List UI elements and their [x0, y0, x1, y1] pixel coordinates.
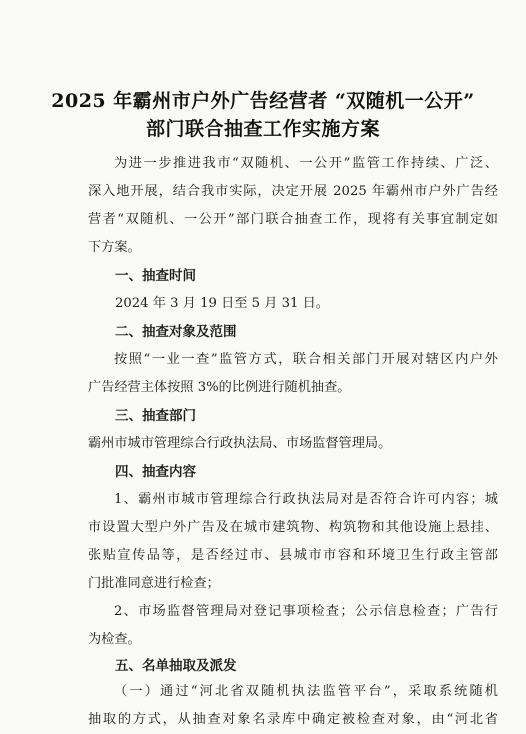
intro-line: 下方案。	[88, 240, 141, 255]
intro-line: 为进一步推进我市“双随机、一公开”监管工作持续、广泛、	[114, 156, 498, 171]
document-title-line-2: 部门联合抽查工作实施方案	[145, 118, 380, 140]
content-item-1-line: 门批准同意进行检查；	[88, 576, 220, 591]
content-item-2-line: 2、市场监督管理局对登记事项检查；公示信息检查；广告行	[114, 604, 498, 619]
section-text-list	[88, 678, 498, 734]
intro-line: 营者“双随机、一公开”部门联合抽查工作，现将有关事宜制定如	[88, 212, 498, 227]
content-item-2	[88, 598, 498, 654]
content-item-1-line: 张贴宣传品等，是否经过市、县城市市容和环境卫生行政主管部	[88, 548, 498, 563]
intro-paragraph	[88, 150, 498, 178]
section-text-departments: 霸州市城市管理综合行政执法局、市场监督管理局。	[88, 436, 392, 451]
content-item-2-line: 为检查。	[88, 632, 141, 647]
intro-paragraph-cont	[88, 178, 498, 262]
scope-line: 广告经营主体按照 3%的比例进行随机抽查。	[88, 380, 351, 395]
content-item-1-line: 市设置大型户外广告及在城市建筑物、构筑物和其他设施上悬挂、	[88, 520, 498, 535]
section-heading-content: 四、抽查内容	[115, 464, 196, 480]
intro-line: 深入地开展，结合我市实际，决定开展 2025 年霸州市户外广告经	[88, 184, 498, 199]
content-item-1-line: 1、霸州市城市管理综合行政执法局对是否符合许可内容；城	[114, 492, 498, 507]
section-heading-list: 五、名单抽取及派发	[115, 658, 237, 674]
document-title-line-1: 2025 年霸州市户外广告经营者 “双随机一公开”	[51, 90, 475, 112]
scope-line: 按照“一业一查”监管方式，联合相关部门开展对辖区内户外	[114, 352, 498, 367]
section-heading-time: 一、抽查时间	[115, 268, 196, 284]
list-line: 抽取的方式，从抽查对象名录库中确定被检查对象，由“河北省	[88, 712, 498, 727]
section-heading-scope: 二、抽查对象及范围	[115, 324, 237, 340]
content-item-1	[88, 486, 498, 598]
section-text-scope	[88, 346, 498, 402]
section-text-time: 2024 年 3 月 19 日至 5 月 31 日。	[115, 296, 329, 311]
section-heading-departments: 三、抽查部门	[115, 408, 196, 424]
list-line: （一）通过“河北省双随机执法监管平台”，采取系统随机	[114, 684, 498, 699]
